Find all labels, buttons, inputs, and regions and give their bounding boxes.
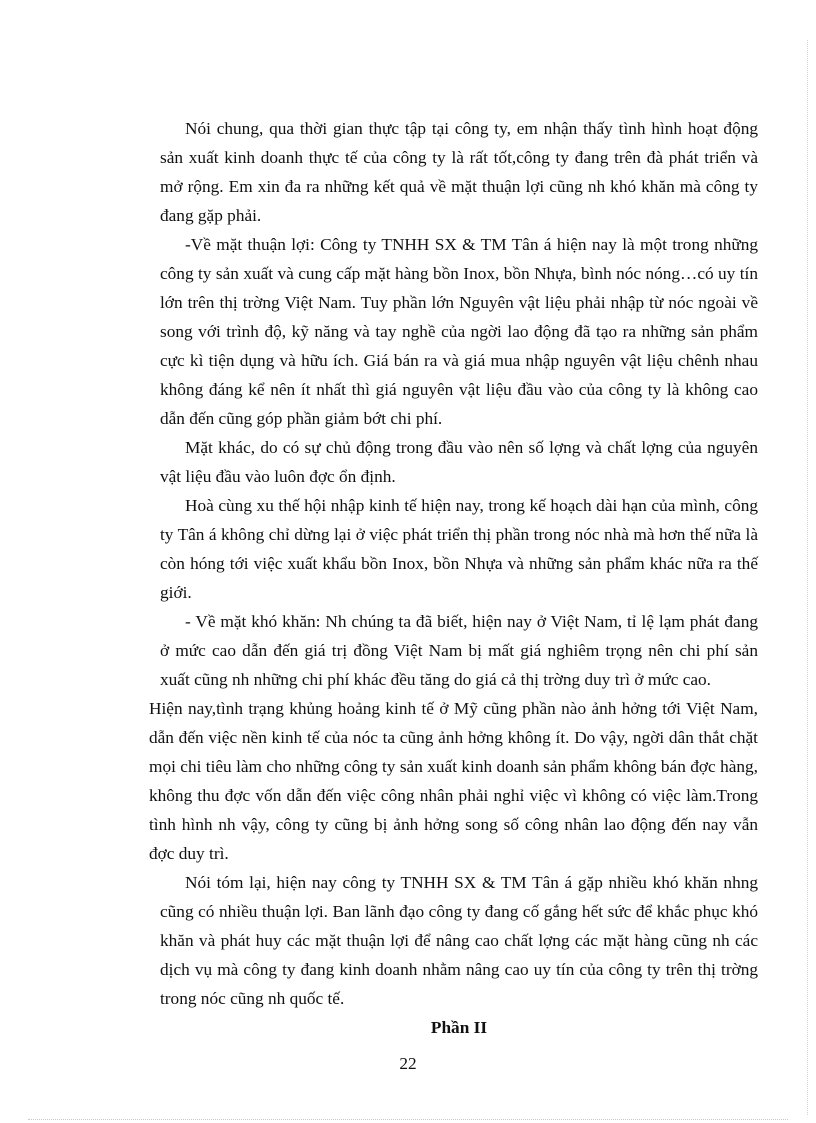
paragraph-materials: Mặt khác, do có sự chủ động trong đầu vào nên số lợng và chất lợng của nguyên vật liệu đầu vào luôn đợc ổn định.: [160, 438, 758, 486]
footer-divider: [28, 1119, 788, 1120]
paragraph-conclusion: Nói tóm lại, hiện nay công ty TNHH SX & TM Tân á gặp nhiều khó khăn nhng cũng có nhiều thuận lợi. Ban lãnh đạo công ty đang cố gắng hết sức để khắc phục khó khăn và phát huy các mặt thuận lợi để nâng cao chất lợng các mặt hàng cũng nh các dịch vụ mà công ty đang kinh doanh nhằm nâng cao uy tín của công ty trên thị trờng trong nóc cũng nh quốc tế.: [160, 873, 758, 1008]
paragraph-overview: Nói chung, qua thời gian thực tập tại công ty, em nhận thấy tình hình hoạt động sản xuất kinh doanh thực tế của công ty là rất tốt,công ty đang trên đà phát triển và mở rộng. Em xin đa ra những kết quả về mặt thuận lợi cũng nh khó khăn mà công ty đang gặp phải.: [160, 119, 758, 225]
paragraph-difficulties: - Về mặt khó khăn: Nh chúng ta đã biết, hiện nay ở Việt Nam, tỉ lệ lạm phát đang ở mức cao dẫn đến giá trị đồng Việt Nam bị mất giá nghiêm trọng nên chi phí sản xuất cũng nh những chi phí khác đều tăng do giá cả thị trờng duy trì ở mức cao.: [160, 612, 758, 689]
paragraph-advantages: -Về mặt thuận lợi: Công ty TNHH SX & TM Tân á hiện nay là một trong những công ty sản xuất và cung cấp mặt hàng bồn Inox, bồn Nhựa, bình nóc nóng…có uy tín lớn trên thị trờng Việt Nam. Tuy phần lớn Nguyên vật liệu phải nhập từ nóc ngoài về song với trình độ, kỹ năng và tay nghề của ngời lao động đã tạo ra những sản phẩm cực kì tiện dụng và hữu ích. Giá bán ra và giá mua nhập nguyên vật liệu chênh nhau không đáng kể nên ít nhất thì giá nguyên vật liệu đầu vào của công ty là không cao dẫn đến cũng góp phần giảm bớt chi phí.: [160, 235, 758, 428]
body-text: [149, 114, 758, 1042]
page-number: 22: [399, 1054, 417, 1073]
section-heading: Phần II: [430, 1018, 488, 1037]
paragraph-integration: Hoà cùng xu thế hội nhập kinh tế hiện nay, trong kế hoạch dài hạn của mình, công ty Tân á không chỉ dừng lại ở việc phát triển thị phần trong nóc nhà mà hơn thế nữa là còn hóng tới việc xuất khẩu bồn Inox, bồn Nhựa và những sản phẩm khác nữa ra thế giới.: [160, 496, 758, 602]
paragraph-crisis: Hiện nay,tình trạng khủng hoảng kinh tế ở Mỹ cũng phần nào ảnh hởng tới Việt Nam, dẫn đến việc nền kinh tế của nóc ta cũng ảnh hởng không ít. Do vậy, ngời dân thắt chặt mọi chi tiêu làm cho những công ty sản xuất kinh doanh sản phẩm không bán đợc hàng, không thu đợc vốn dẫn đến việc công nhân phải nghỉ việc vì không có việc làm.Trong tình hình nh vậy, công ty cũng bị ảnh hởng song số công nhân lao động đến nay vẫn đợc duy trì.: [149, 699, 758, 863]
margin-divider: [807, 40, 808, 1115]
